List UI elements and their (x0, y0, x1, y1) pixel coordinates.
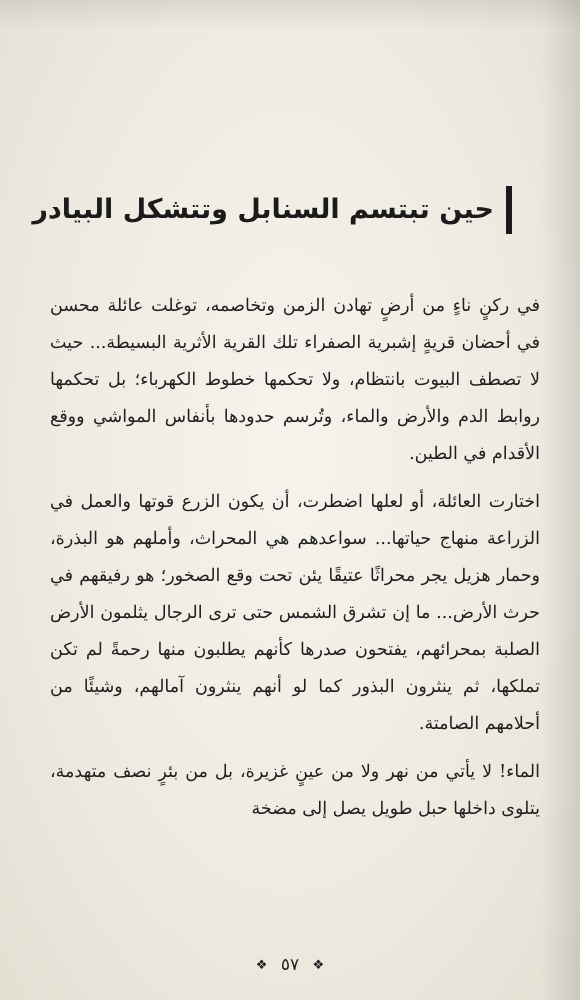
heading-bar-decoration (506, 186, 512, 234)
diamond-icon: ❖ (255, 958, 268, 973)
chapter-title: حين تبتسم السنابل وتتشكل البيادر (32, 194, 494, 225)
page-number: ٥٧ (280, 955, 300, 975)
diamond-icon: ❖ (312, 958, 325, 973)
body-text (50, 288, 540, 839)
paragraph-2: اختارت العائلة، أو لعلها اضطرت، أن يكون الزرع قوتها والعمل في الزراعة منهاج حياتها... سواعدهم هي المحراث، وأملهم هو البذرة، وحمار هزيل يجر محراثًا عتيقًا يئن تحت وقع الصخور؛ هو رفيقهم في حرث الأرض... ما إن تشرق الشمس حتى ترى الرجال يثلمون الأرض الصلبة بمحرائهم، يفتحون صدرها كأنهم يطلبون منها رحمةً لم تكن تملكها، ثم ينثرون البذور كما لو أنهم ينثرون آمالهم، وشيئًا من أحلامهم الصامتة. (50, 492, 540, 734)
chapter-heading (32, 186, 512, 234)
page-footer (0, 955, 580, 975)
paragraph-1: في ركنٍ ناءٍ من أرضٍ تهادن الزمن وتخاصمه، توغلت عائلة محسن في أحضان قريةٍ إشبرية الصفراء تلك القرية الأثرية البسيطة... حيث لا تصطف البيوت بانتظام، ولا تحكمها خطوط الكهرباء؛ بل تحكمها روابط الدم والأرض والماء، وتُرسم حدودها بأنفاس المواشي ووقع الأقدام في الطين. (50, 296, 540, 464)
paragraph-3: الماء! لا يأتي من نهر ولا من عينٍ غزيرة، بل من بئرٍ نصف متهدمة، يتلوى داخلها حبل طويل يصل إلى مضخة (50, 762, 540, 819)
